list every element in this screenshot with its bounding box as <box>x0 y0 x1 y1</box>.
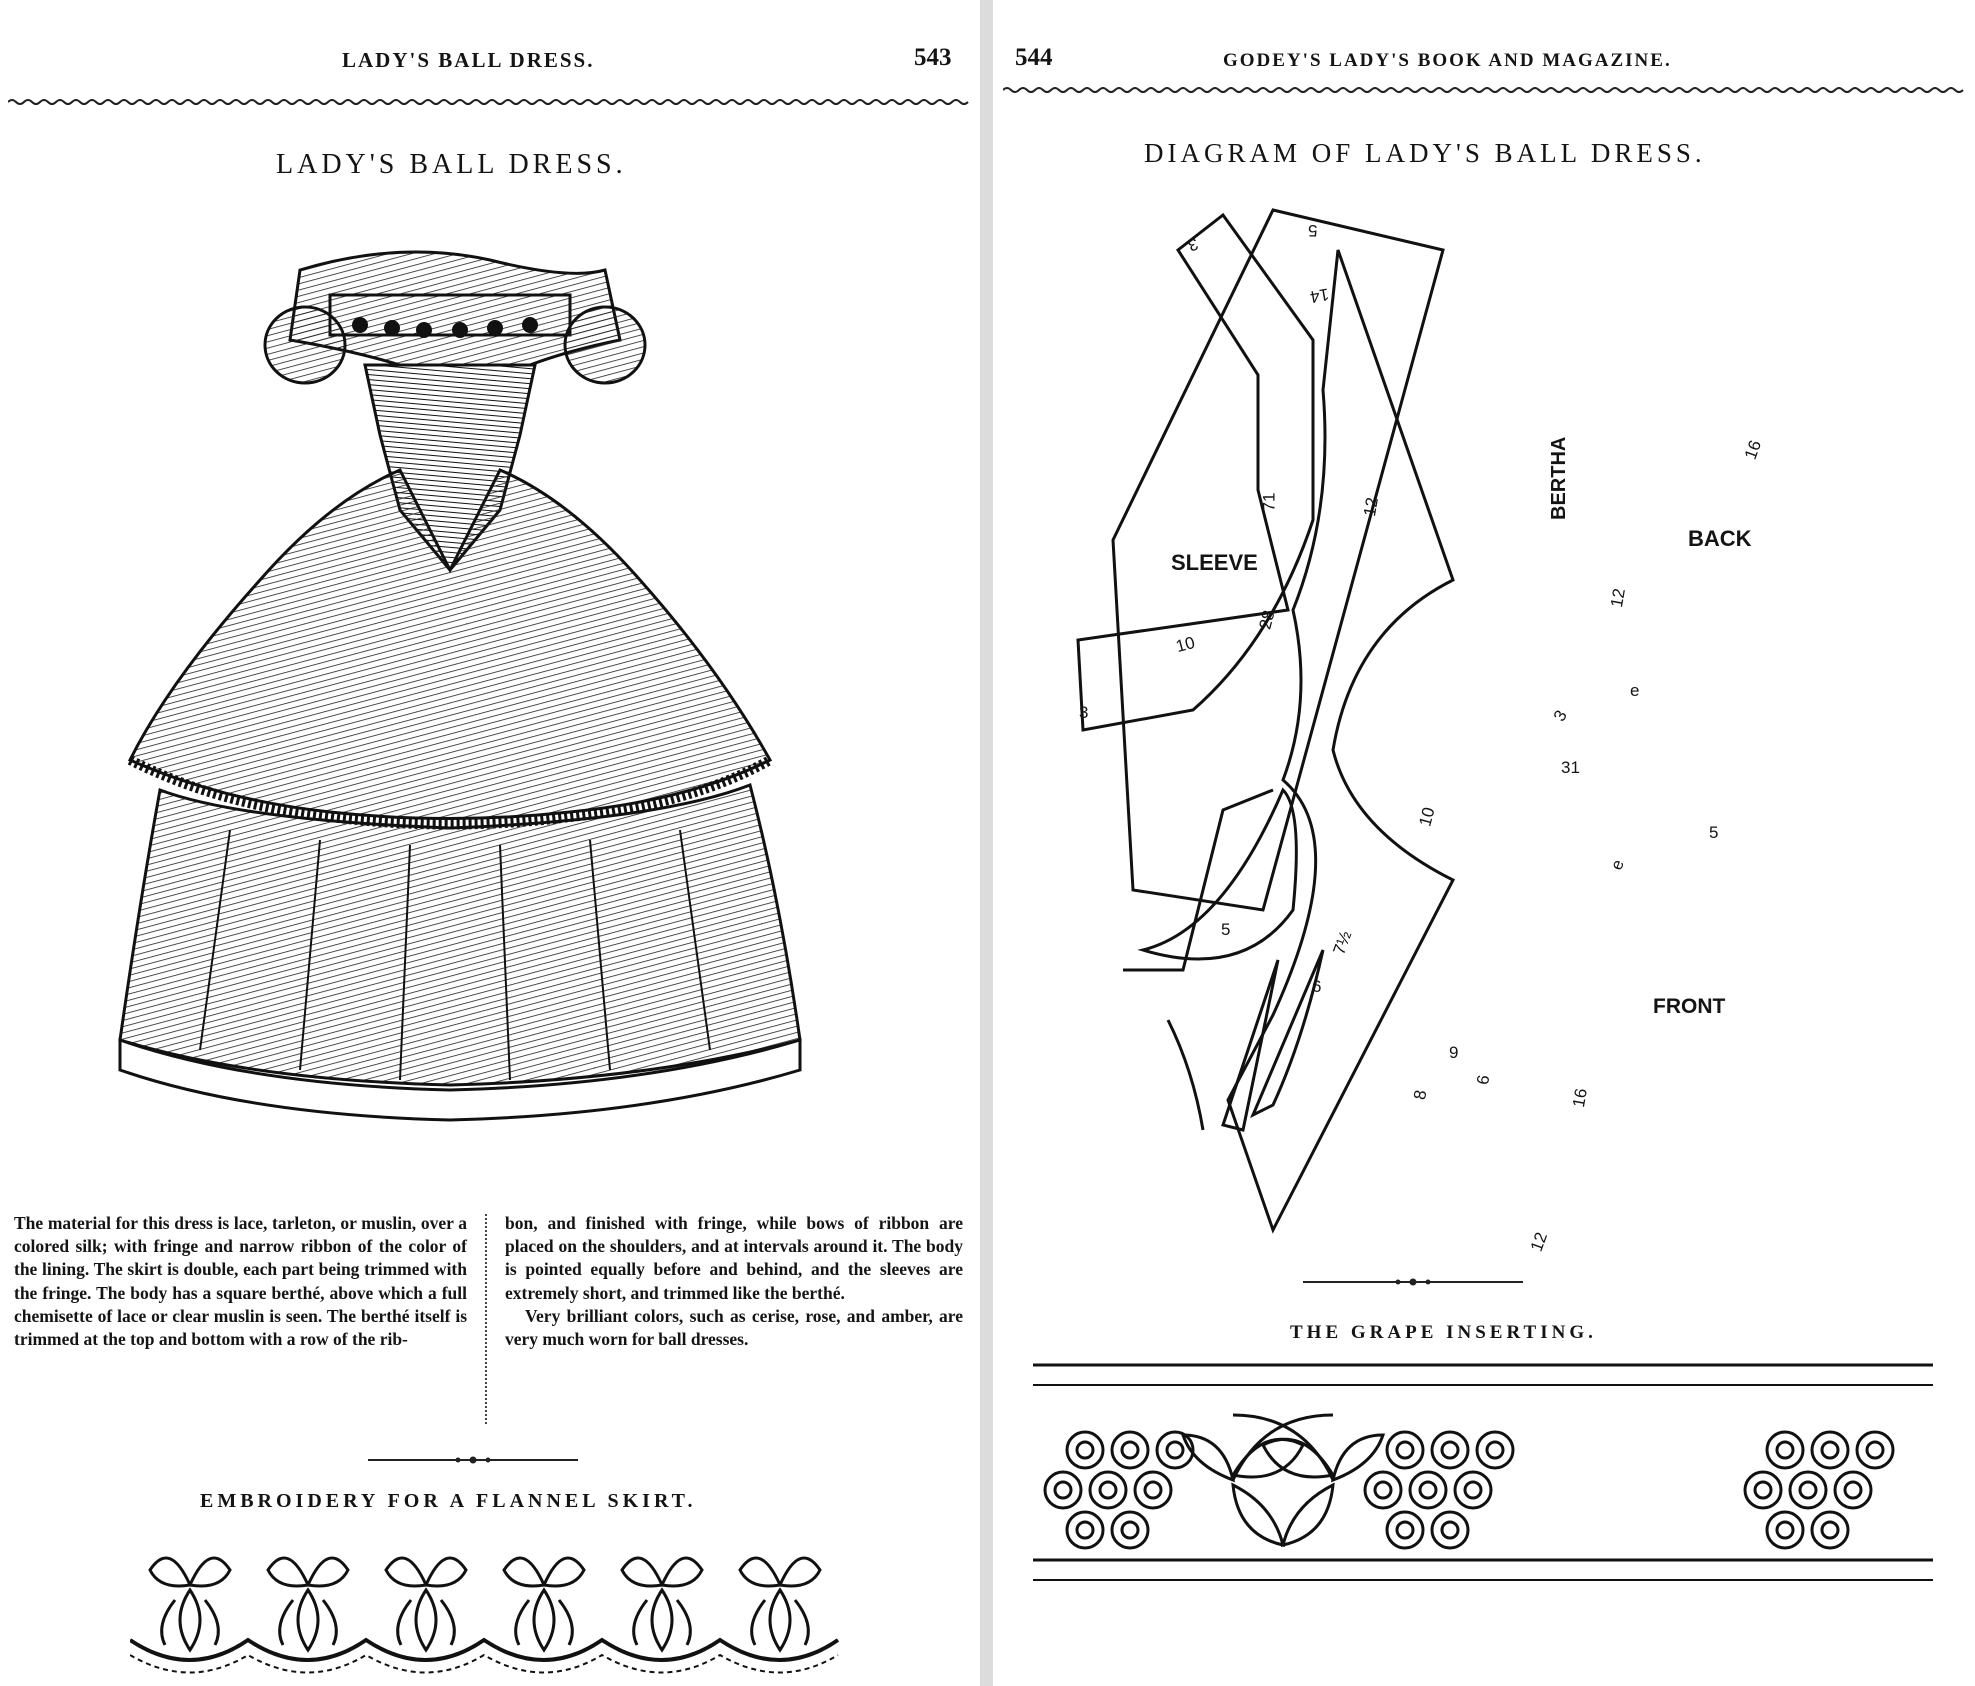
bertha-label: BERTHA <box>1548 436 1570 520</box>
pattern-number: 12 <box>1526 1229 1552 1254</box>
pattern-number: 3 <box>1185 233 1201 256</box>
left-page <box>0 0 980 1686</box>
pattern-number: 5 <box>1308 221 1318 240</box>
pattern-number: 16 <box>1568 1086 1591 1109</box>
pattern-number: 8 <box>1410 1088 1431 1102</box>
right-page <box>993 0 1975 1686</box>
pattern-number: 10 <box>1415 805 1439 829</box>
running-head-right: GODEY'S LADY'S BOOK AND MAGAZINE. <box>1223 50 1672 71</box>
pattern-number: 3 <box>1079 703 1089 722</box>
pattern-number: 7½ <box>1329 928 1356 958</box>
pattern-number: 5 <box>1709 823 1719 842</box>
pattern-number: 3 <box>1549 706 1571 725</box>
description-paragraph-1: The material for this dress is lace, tarleton, or muslin, over a colored silk; with fringe and narrow ribbon of the color of the lining. The skirt is double, each part being trimmed with the fringe. The body has a square berthé, above which a full chemisette of lace or clear muslin is seen. The berthé itself is trimmed at the top and bottom with a row of the rib- <box>14 1213 467 1350</box>
page-gutter <box>980 0 993 1686</box>
pattern-number: 5 <box>1221 920 1231 939</box>
description-column-2 <box>505 1212 963 1351</box>
section-ornament-right <box>1303 1278 1523 1286</box>
embroidery-border <box>130 1530 850 1680</box>
pattern-number: 12 <box>1359 495 1382 518</box>
page-title-right: DIAGRAM OF LADY'S BALL DRESS. <box>1144 138 1706 168</box>
pattern-number: 14 <box>1308 284 1331 307</box>
bertha-piece <box>1078 215 1313 730</box>
pattern-number: e <box>1630 681 1640 700</box>
front-label: FRONT <box>1653 995 1726 1018</box>
page-number-right: 544 <box>1015 44 1053 71</box>
column-divider <box>485 1214 487 1424</box>
grape-title: THE GRAPE INSERTING. <box>1290 1322 1597 1343</box>
back-front-piece <box>1228 250 1453 1230</box>
pattern-number: 6 <box>1312 977 1322 996</box>
section-ornament-left <box>368 1456 578 1464</box>
pattern-number: e <box>1606 857 1628 873</box>
pattern-number: 10 <box>1173 632 1197 657</box>
pattern-number: 16 <box>1740 437 1766 462</box>
description-column-1 <box>14 1212 467 1351</box>
description-paragraph-2: bon, and finished with fringe, while bows of ribbon are placed on the shoulders, and at intervals around it. The body is pointed equally before and behind, and the sleeves are extremely short, and trimmed like the berthé. <box>505 1213 963 1303</box>
pattern-diagram <box>993 190 1975 1250</box>
dart-1 <box>1223 960 1278 1130</box>
pattern-number: 6 <box>1473 1073 1494 1087</box>
description-paragraph-3: Very brilliant colors, such as cerise, rose, and amber, are very much worn for ball dresses. <box>505 1305 963 1350</box>
embroidery-title: EMBROIDERY FOR A FLANNEL SKIRT. <box>200 1490 697 1512</box>
sleeve-label: SLEEVE <box>1171 550 1258 575</box>
pattern-number: 12 <box>1606 586 1629 609</box>
page-number-left: 543 <box>914 44 952 71</box>
ball-dress-illustration <box>100 200 880 1180</box>
pattern-number: 71 <box>1259 492 1279 512</box>
header-rule-left <box>8 98 970 106</box>
back-label: BACK <box>1688 526 1752 551</box>
page-title-left: LADY'S BALL DRESS. <box>276 149 627 180</box>
pattern-number: 9 <box>1449 1043 1459 1062</box>
running-head-left: LADY'S BALL DRESS. <box>342 48 595 72</box>
pattern-number: 28 <box>1255 608 1279 632</box>
grape-inserting-border <box>1033 1355 1933 1595</box>
pattern-number: 31 <box>1561 758 1580 777</box>
header-rule-right <box>1003 86 1965 94</box>
